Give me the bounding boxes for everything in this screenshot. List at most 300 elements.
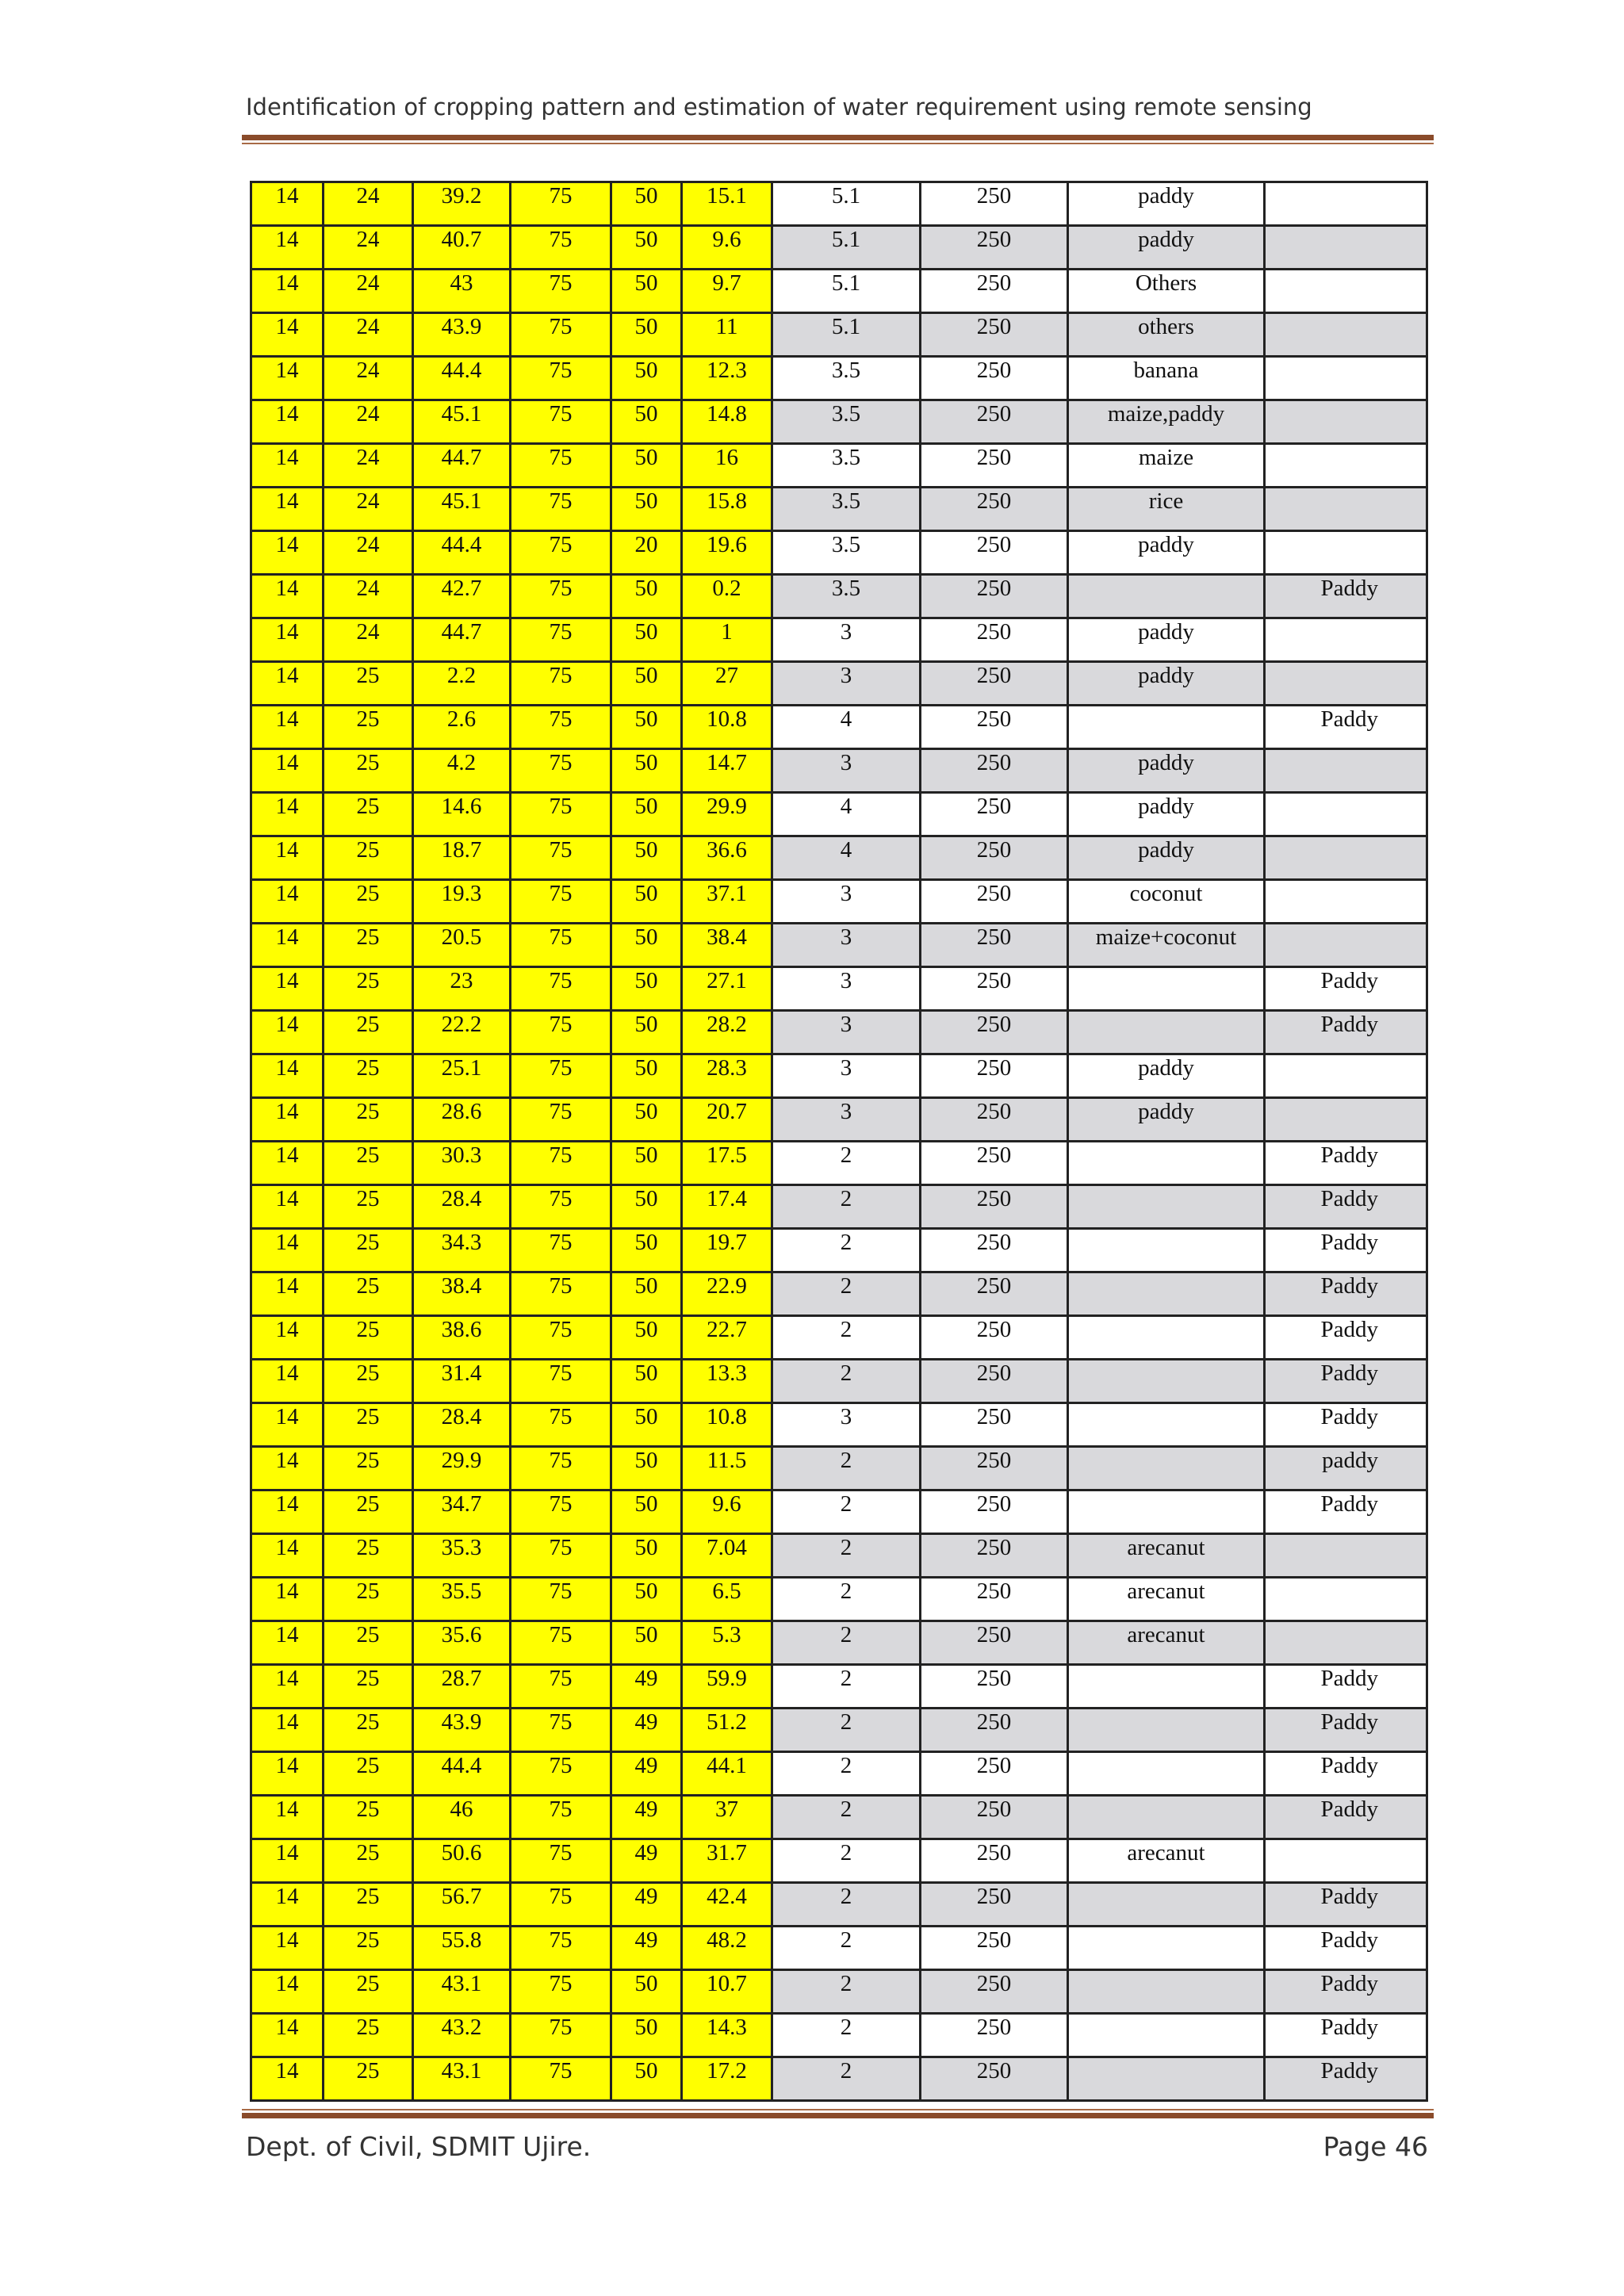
table-cell: 3.5 (772, 400, 921, 444)
table-cell (1068, 1229, 1265, 1272)
table-cell: 11.5 (682, 1447, 772, 1490)
table-cell (1265, 924, 1427, 967)
table-cell: 1 (682, 618, 772, 662)
table-cell: 250 (921, 1011, 1068, 1054)
table-cell: 2 (772, 2057, 921, 2101)
table-row (251, 706, 1427, 749)
table-cell: 9.7 (682, 270, 772, 313)
table-cell: 14 (251, 1054, 324, 1098)
table-row (251, 749, 1427, 793)
table-cell: 50.6 (413, 1839, 511, 1883)
table-cell: 23 (413, 967, 511, 1011)
table-cell: 24 (324, 575, 413, 618)
table-row (251, 1447, 1427, 1490)
table-cell: 38.4 (682, 924, 772, 967)
table-cell: 25 (324, 1185, 413, 1229)
table-cell: 50 (611, 226, 682, 270)
table-cell: 250 (921, 1054, 1068, 1098)
table-cell: paddy (1068, 749, 1265, 793)
table-cell: 50 (611, 400, 682, 444)
table-cell: 25 (324, 1490, 413, 1534)
table-cell: 2 (772, 1970, 921, 2014)
table-cell (1068, 1883, 1265, 1927)
table-cell: Paddy (1265, 1665, 1427, 1709)
table-cell: 250 (921, 488, 1068, 531)
table-cell: 2 (772, 2014, 921, 2057)
table-cell: 3 (772, 1011, 921, 1054)
table-cell: paddy (1068, 226, 1265, 270)
table-cell (1265, 880, 1427, 924)
table-row (251, 618, 1427, 662)
table-cell: 14.8 (682, 400, 772, 444)
table-cell: 50 (611, 1403, 682, 1447)
table-cell: 75 (511, 1927, 611, 1970)
table-cell: Paddy (1265, 1229, 1427, 1272)
table-cell: paddy (1265, 1447, 1427, 1490)
table-cell: 14 (251, 226, 324, 270)
table-cell: maize+coconut (1068, 924, 1265, 967)
table-cell: 2 (772, 1927, 921, 1970)
table-cell (1068, 967, 1265, 1011)
table-row (251, 793, 1427, 836)
table-cell: 75 (511, 967, 611, 1011)
table-cell: 25 (324, 2057, 413, 2101)
table-cell: 2 (772, 1316, 921, 1360)
table-cell (1265, 400, 1427, 444)
table-cell (1068, 1447, 1265, 1490)
table-cell: 2.6 (413, 706, 511, 749)
table-cell: paddy (1068, 531, 1265, 575)
table-cell: 49 (611, 1927, 682, 1970)
table-cell: 250 (921, 1752, 1068, 1796)
table-cell: 25.1 (413, 1054, 511, 1098)
table-row (251, 1927, 1427, 1970)
table-cell: 250 (921, 618, 1068, 662)
table-cell (1265, 1839, 1427, 1883)
table-cell: 5.1 (772, 182, 921, 226)
table-cell: 14 (251, 1011, 324, 1054)
table-cell: 25 (324, 1927, 413, 1970)
table-cell: 29.9 (682, 793, 772, 836)
table-cell: 50 (611, 488, 682, 531)
table-cell: 19.7 (682, 1229, 772, 1272)
table-cell: 75 (511, 2057, 611, 2101)
table-cell: 2 (772, 1883, 921, 1927)
table-cell: 250 (921, 1578, 1068, 1621)
table-cell: 14 (251, 793, 324, 836)
table-cell: arecanut (1068, 1621, 1265, 1665)
table-cell: 250 (921, 357, 1068, 400)
table-cell (1265, 226, 1427, 270)
table-cell: 250 (921, 226, 1068, 270)
table-cell: 75 (511, 488, 611, 531)
table-cell: paddy (1068, 618, 1265, 662)
table-cell: 25 (324, 880, 413, 924)
table-cell: 75 (511, 1665, 611, 1709)
table-cell: 250 (921, 1447, 1068, 1490)
footer-department: Dept. of Civil, SDMIT Ujire. (246, 2131, 592, 2162)
table-cell (1068, 1185, 1265, 1229)
table-cell: 35.5 (413, 1578, 511, 1621)
table-cell: Paddy (1265, 1360, 1427, 1403)
table-cell: 3 (772, 967, 921, 1011)
table-cell: 25 (324, 924, 413, 967)
table-cell: 2 (772, 1490, 921, 1534)
table-cell: 75 (511, 1490, 611, 1534)
table-cell: 50 (611, 182, 682, 226)
table-cell: 14 (251, 924, 324, 967)
table-cell: 75 (511, 880, 611, 924)
table-cell: 24 (324, 531, 413, 575)
table-cell (1265, 313, 1427, 357)
table-cell (1265, 1578, 1427, 1621)
table-cell (1265, 749, 1427, 793)
table-cell: 42.7 (413, 575, 511, 618)
table-cell: 24 (324, 357, 413, 400)
table-cell: 5.3 (682, 1621, 772, 1665)
table-cell: 2 (772, 1752, 921, 1796)
table-row (251, 1229, 1427, 1272)
table-cell: 50 (611, 967, 682, 1011)
table-cell: 3.5 (772, 531, 921, 575)
table-cell (1068, 2014, 1265, 2057)
table-cell: 17.2 (682, 2057, 772, 2101)
table-cell: 14 (251, 880, 324, 924)
table-cell: 51.2 (682, 1709, 772, 1752)
table-cell: 2 (772, 1665, 921, 1709)
table-cell: 24 (324, 270, 413, 313)
table-row (251, 1272, 1427, 1316)
table-cell: 2 (772, 1272, 921, 1316)
table-cell: 250 (921, 1360, 1068, 1403)
table-cell: 250 (921, 1490, 1068, 1534)
table-cell: 14 (251, 1970, 324, 2014)
table-cell: 50 (611, 1054, 682, 1098)
table-row (251, 1752, 1427, 1796)
table-cell (1265, 357, 1427, 400)
table-cell: 2 (772, 1796, 921, 1839)
table-row (251, 1360, 1427, 1403)
table-row (251, 1665, 1427, 1709)
table-cell: 25 (324, 836, 413, 880)
table-row (251, 400, 1427, 444)
table-cell: 14 (251, 1665, 324, 1709)
table-cell: 25 (324, 1098, 413, 1142)
table-cell: 14 (251, 2014, 324, 2057)
table-cell: 3 (772, 662, 921, 706)
table-row (251, 488, 1427, 531)
table-cell: 55.8 (413, 1927, 511, 1970)
table-row (251, 836, 1427, 880)
table-cell: 75 (511, 1447, 611, 1490)
table-cell (1265, 488, 1427, 531)
table-cell: Paddy (1265, 1970, 1427, 2014)
table-cell: 50 (611, 2014, 682, 2057)
table-cell (1068, 1142, 1265, 1185)
table-cell: Paddy (1265, 1316, 1427, 1360)
table-row (251, 1796, 1427, 1839)
table-cell: 50 (611, 1272, 682, 1316)
table-cell: 2 (772, 1709, 921, 1752)
table-cell: 75 (511, 1229, 611, 1272)
table-cell: 2 (772, 1142, 921, 1185)
table-cell: 12.3 (682, 357, 772, 400)
table-cell: 50 (611, 1360, 682, 1403)
table-cell: 75 (511, 662, 611, 706)
table-cell: 25 (324, 1578, 413, 1621)
table-cell: 50 (611, 1578, 682, 1621)
table-cell: 50 (611, 836, 682, 880)
table-cell: 250 (921, 575, 1068, 618)
table-cell (1068, 1011, 1265, 1054)
table-cell: 25 (324, 1621, 413, 1665)
table-row (251, 1011, 1427, 1054)
table-cell: 75 (511, 1752, 611, 1796)
table-cell: 75 (511, 1883, 611, 1927)
table-cell: 44.4 (413, 1752, 511, 1796)
table-cell: 35.6 (413, 1621, 511, 1665)
table-cell: 45.1 (413, 488, 511, 531)
table-cell: 31.4 (413, 1360, 511, 1403)
table-cell: 34.3 (413, 1229, 511, 1272)
table-cell (1068, 1403, 1265, 1447)
table-row (251, 270, 1427, 313)
table-cell: 43.1 (413, 2057, 511, 2101)
table-cell: 50 (611, 1316, 682, 1360)
table-cell: Paddy (1265, 1490, 1427, 1534)
table-cell: 3 (772, 618, 921, 662)
table-cell: 20 (611, 531, 682, 575)
table-cell: 75 (511, 793, 611, 836)
table-cell: 75 (511, 226, 611, 270)
table-cell: 40.7 (413, 226, 511, 270)
table-cell: 48.2 (682, 1927, 772, 1970)
table-cell: maize (1068, 444, 1265, 488)
table-cell (1068, 1927, 1265, 1970)
table-cell: 3.5 (772, 444, 921, 488)
table-cell: 45.1 (413, 400, 511, 444)
table-row (251, 1839, 1427, 1883)
table-cell: paddy (1068, 793, 1265, 836)
table-cell: banana (1068, 357, 1265, 400)
table-cell: 250 (921, 182, 1068, 226)
table-row (251, 1490, 1427, 1534)
table-row (251, 1142, 1427, 1185)
table-row (251, 182, 1427, 226)
table-cell: 25 (324, 1447, 413, 1490)
table-cell: 4 (772, 706, 921, 749)
table-cell: 20.7 (682, 1098, 772, 1142)
page-header-title: Identification of cropping pattern and estimation of water requirement using remote sensing (246, 94, 1312, 121)
footer-rule-thin (242, 2109, 1434, 2110)
table-cell: 43.9 (413, 1709, 511, 1752)
table-cell: 49 (611, 1709, 682, 1752)
table-cell: 250 (921, 836, 1068, 880)
table-cell: 250 (921, 1709, 1068, 1752)
table-cell: 50 (611, 1229, 682, 1272)
table-row (251, 2057, 1427, 2101)
table-cell (1265, 1621, 1427, 1665)
table-cell: 50 (611, 924, 682, 967)
table-cell: 250 (921, 1927, 1068, 1970)
table-cell (1265, 618, 1427, 662)
table-cell: 50 (611, 575, 682, 618)
table-cell: 75 (511, 1142, 611, 1185)
table-cell: 50 (611, 1098, 682, 1142)
table-cell: 50 (611, 706, 682, 749)
table-cell: 4 (772, 836, 921, 880)
table-cell: 37.1 (682, 880, 772, 924)
table-cell: 9.6 (682, 1490, 772, 1534)
table-cell: 14 (251, 1142, 324, 1185)
table-cell: 14 (251, 662, 324, 706)
table-cell: Others (1068, 270, 1265, 313)
table-cell: 46 (413, 1796, 511, 1839)
table-cell: Paddy (1265, 1142, 1427, 1185)
table-cell: 50 (611, 270, 682, 313)
table-cell: arecanut (1068, 1578, 1265, 1621)
header-rule-thin (242, 143, 1434, 144)
table-cell (1068, 2057, 1265, 2101)
table-cell: 25 (324, 1534, 413, 1578)
table-cell: others (1068, 313, 1265, 357)
table-cell: 75 (511, 618, 611, 662)
table-cell: 38.4 (413, 1272, 511, 1316)
table-cell: 2.2 (413, 662, 511, 706)
table-cell: rice (1068, 488, 1265, 531)
table-cell: 14 (251, 1490, 324, 1534)
table-cell: 25 (324, 1054, 413, 1098)
table-cell: 14 (251, 1883, 324, 1927)
table-row (251, 1534, 1427, 1578)
table-cell: 44.7 (413, 444, 511, 488)
table-cell: 3 (772, 924, 921, 967)
table-cell: 75 (511, 706, 611, 749)
table-cell (1068, 1272, 1265, 1316)
table-cell: 22.7 (682, 1316, 772, 1360)
table-cell (1068, 1796, 1265, 1839)
table-cell: 9.6 (682, 226, 772, 270)
table-cell: 75 (511, 575, 611, 618)
table-cell: 75 (511, 1534, 611, 1578)
table-cell: 25 (324, 1752, 413, 1796)
table-cell: 28.4 (413, 1403, 511, 1447)
table-cell: 14 (251, 1839, 324, 1883)
table-cell: arecanut (1068, 1839, 1265, 1883)
table-cell: 75 (511, 1621, 611, 1665)
table-row (251, 1316, 1427, 1360)
table-cell: 35.3 (413, 1534, 511, 1578)
table-cell: 14 (251, 270, 324, 313)
table-cell: 250 (921, 1185, 1068, 1229)
table-cell: 25 (324, 1360, 413, 1403)
table-cell: 27.1 (682, 967, 772, 1011)
table-cell: 10.8 (682, 1403, 772, 1447)
table-cell: Paddy (1265, 1185, 1427, 1229)
table-cell: 14 (251, 1927, 324, 1970)
table-cell (1068, 706, 1265, 749)
table-cell: 250 (921, 1665, 1068, 1709)
table-cell: 75 (511, 1185, 611, 1229)
table-cell: 5.1 (772, 226, 921, 270)
table-cell: paddy (1068, 182, 1265, 226)
table-cell: 75 (511, 1403, 611, 1447)
table-cell: 3 (772, 749, 921, 793)
table-cell: 11 (682, 313, 772, 357)
table-cell: 24 (324, 313, 413, 357)
table-row (251, 2014, 1427, 2057)
table-cell (1265, 662, 1427, 706)
table-cell: 50 (611, 357, 682, 400)
table-cell: 75 (511, 1709, 611, 1752)
table-cell: 28.2 (682, 1011, 772, 1054)
table-cell: 75 (511, 313, 611, 357)
table-row (251, 575, 1427, 618)
table-cell: 25 (324, 1011, 413, 1054)
table-row (251, 1883, 1427, 1927)
table-cell: 15.1 (682, 182, 772, 226)
table-cell: 75 (511, 836, 611, 880)
table-cell: 50 (611, 1621, 682, 1665)
table-cell: 14 (251, 967, 324, 1011)
table-cell: 14.3 (682, 2014, 772, 2057)
table-cell: 14 (251, 357, 324, 400)
table-cell: 49 (611, 1665, 682, 1709)
table-cell (1068, 1316, 1265, 1360)
table-cell: 75 (511, 270, 611, 313)
table-cell: 14 (251, 1272, 324, 1316)
table-cell: 250 (921, 270, 1068, 313)
table-row (251, 531, 1427, 575)
table-cell: 14 (251, 313, 324, 357)
table-cell: 2 (772, 1229, 921, 1272)
table-cell: 14 (251, 488, 324, 531)
table-cell: 7.04 (682, 1534, 772, 1578)
table-cell: 25 (324, 2014, 413, 2057)
table-cell: Paddy (1265, 2014, 1427, 2057)
table-cell: 43.2 (413, 2014, 511, 2057)
table-row (251, 1709, 1427, 1752)
table-cell: paddy (1068, 662, 1265, 706)
table-cell: 75 (511, 400, 611, 444)
table-cell: 50 (611, 1185, 682, 1229)
table-cell: 25 (324, 793, 413, 836)
table-cell: 22.2 (413, 1011, 511, 1054)
table-cell: 50 (611, 749, 682, 793)
table-cell: 50 (611, 444, 682, 488)
table-cell: 50 (611, 1011, 682, 1054)
table-cell: 24 (324, 444, 413, 488)
table-cell: 50 (611, 313, 682, 357)
table-cell: 75 (511, 1316, 611, 1360)
table-row (251, 880, 1427, 924)
table-cell: Paddy (1265, 1796, 1427, 1839)
table-cell: 75 (511, 749, 611, 793)
table-cell: 14 (251, 531, 324, 575)
table-cell: 14 (251, 1316, 324, 1360)
table-cell: 3.5 (772, 575, 921, 618)
table-cell: paddy (1068, 836, 1265, 880)
table-cell: 14 (251, 182, 324, 226)
table-cell: 25 (324, 1316, 413, 1360)
table-cell: 19.6 (682, 531, 772, 575)
table-cell: 14 (251, 836, 324, 880)
table-row (251, 226, 1427, 270)
table-cell: 250 (921, 967, 1068, 1011)
table-cell: 75 (511, 2014, 611, 2057)
table-cell: 75 (511, 531, 611, 575)
table-cell: 24 (324, 226, 413, 270)
